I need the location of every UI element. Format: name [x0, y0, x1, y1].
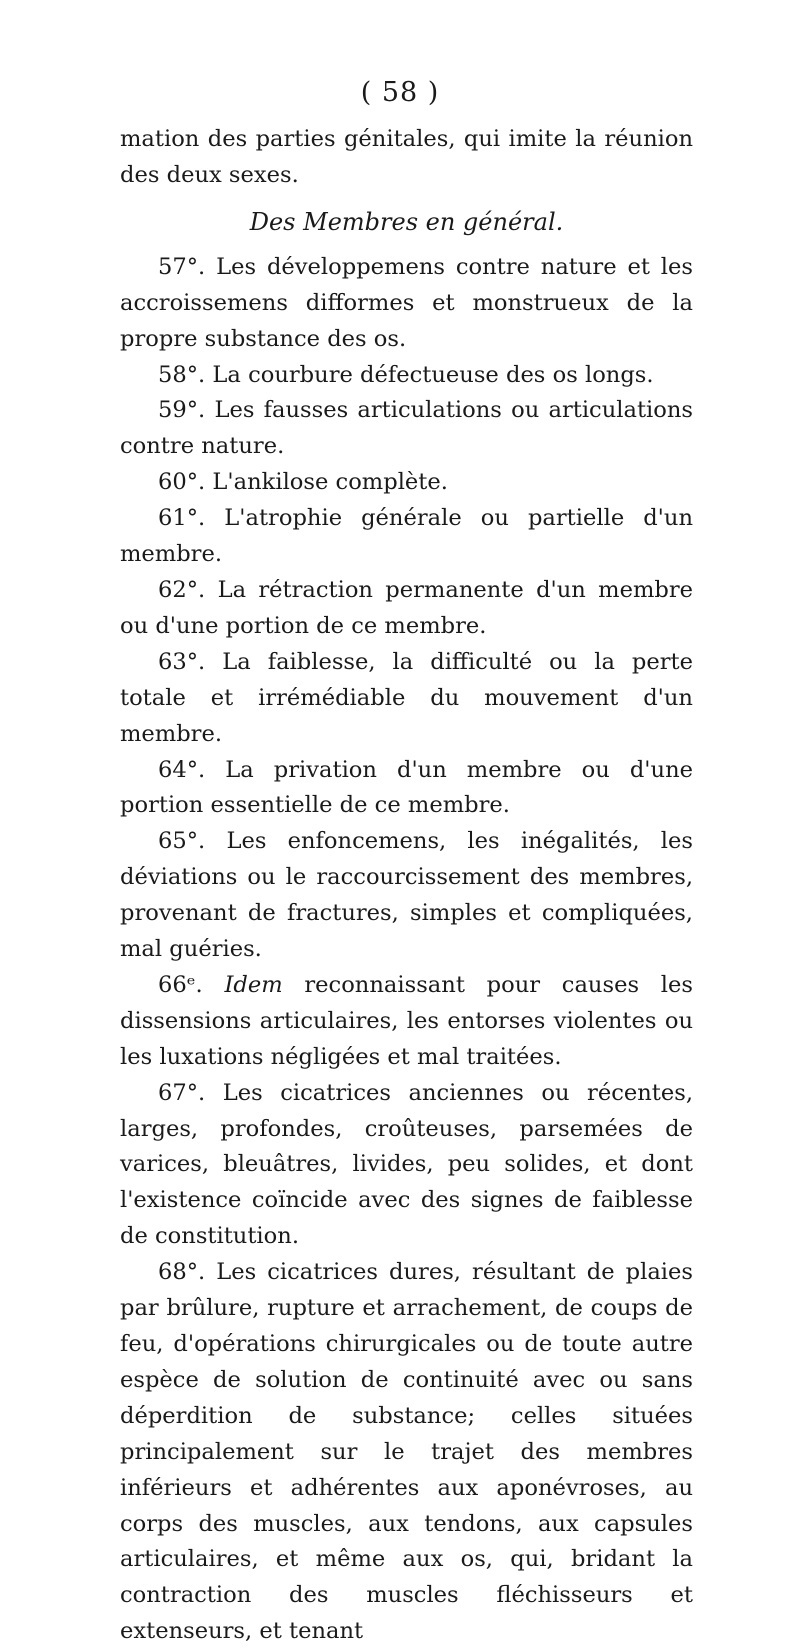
page-body — [120, 122, 693, 1650]
entry-text: La privation d'un membre ou d'une portion essentielle de ce membre. — [120, 756, 693, 819]
entry-64 — [120, 753, 693, 825]
entry-number: 60°. — [158, 469, 206, 496]
entry-text: reconnaissant pour causes les dissensions articulaires, les entorses violentes ou les luxations négligées et mal traitées. — [120, 971, 693, 1070]
entry-number: 65°. — [158, 828, 206, 855]
entry-number: 57°. — [158, 253, 206, 280]
entry-text: Les fausses articulations ou articulations contre nature. — [120, 397, 694, 460]
entry-text: La rétraction permanente d'un membre ou d'une portion de ce membre. — [120, 576, 694, 639]
entry-57 — [120, 250, 693, 358]
entry-text: Les cicatrices anciennes ou récentes, larges, profondes, croûteuses, parsemées de varices, bleuâtres, livides, peu solides, et dont l'existence coïncide avec des signes de faiblesse de constitution. — [120, 1079, 693, 1250]
entry-63 — [120, 645, 693, 753]
entry-text: Les enfoncemens, les inégalités, les déviations ou le raccourcissement des membres, provenant de fractures, simples et compliquées, mal guéries. — [120, 828, 693, 963]
entry-58 — [120, 358, 693, 394]
entry-65 — [120, 824, 693, 968]
entry-number: 66ᵉ. — [158, 971, 203, 998]
entry-61 — [120, 501, 693, 573]
entry-text: L'atrophie générale ou partielle d'un membre. — [120, 505, 694, 568]
continuation-paragraph: mation des parties génitales, qui imite la réunion des deux sexes. — [120, 126, 693, 188]
entry-text: Les cicatrices dures, résultant de plaies par brûlure, rupture et arrachement, de coups de feu, d'opérations chirurgicales ou de toute autre espèce de solution de continuité avec ou sans déperdition de substance; celles situées principalement sur le trajet des membres inférieurs et adhérentes aux aponévroses, au corps des muscles, aux tendons, aux capsules articulaires, et même aux os, qui, bridant la contraction des muscles fléchisseurs et extenseurs, et tenant — [120, 1259, 693, 1645]
entry-67 — [120, 1076, 693, 1256]
entry-number: 67°. — [158, 1079, 206, 1106]
page-number: ( 58 ) — [360, 77, 440, 108]
entry-number: 62°. — [158, 576, 206, 603]
entry-number: 64°. — [158, 756, 206, 783]
entry-italic-word: Idem — [224, 971, 283, 998]
entry-text: La faiblesse, la difficulté ou la perte totale et irrémédiable du mouvement d'un membre. — [120, 648, 694, 747]
section-heading: Des Membres en général. — [249, 207, 564, 236]
entry-text: Les développemens contre nature et les accroissemens difformes et monstrueux de la propre substance des os. — [120, 253, 693, 352]
entry-number: 68°. — [158, 1259, 206, 1286]
entry-68 — [120, 1255, 693, 1650]
entry-number: 59°. — [158, 397, 206, 424]
entry-60 — [120, 465, 693, 501]
entry-62 — [120, 573, 693, 645]
entry-text: L'ankilose complète. — [212, 469, 448, 496]
entry-text: La courbure défectueuse des os longs. — [212, 361, 654, 388]
entry-number: 61°. — [158, 505, 206, 532]
entry-number: 58°. — [158, 361, 206, 388]
entry-number: 63°. — [158, 648, 206, 675]
entry-59 — [120, 393, 693, 465]
entry-66 — [120, 968, 693, 1076]
